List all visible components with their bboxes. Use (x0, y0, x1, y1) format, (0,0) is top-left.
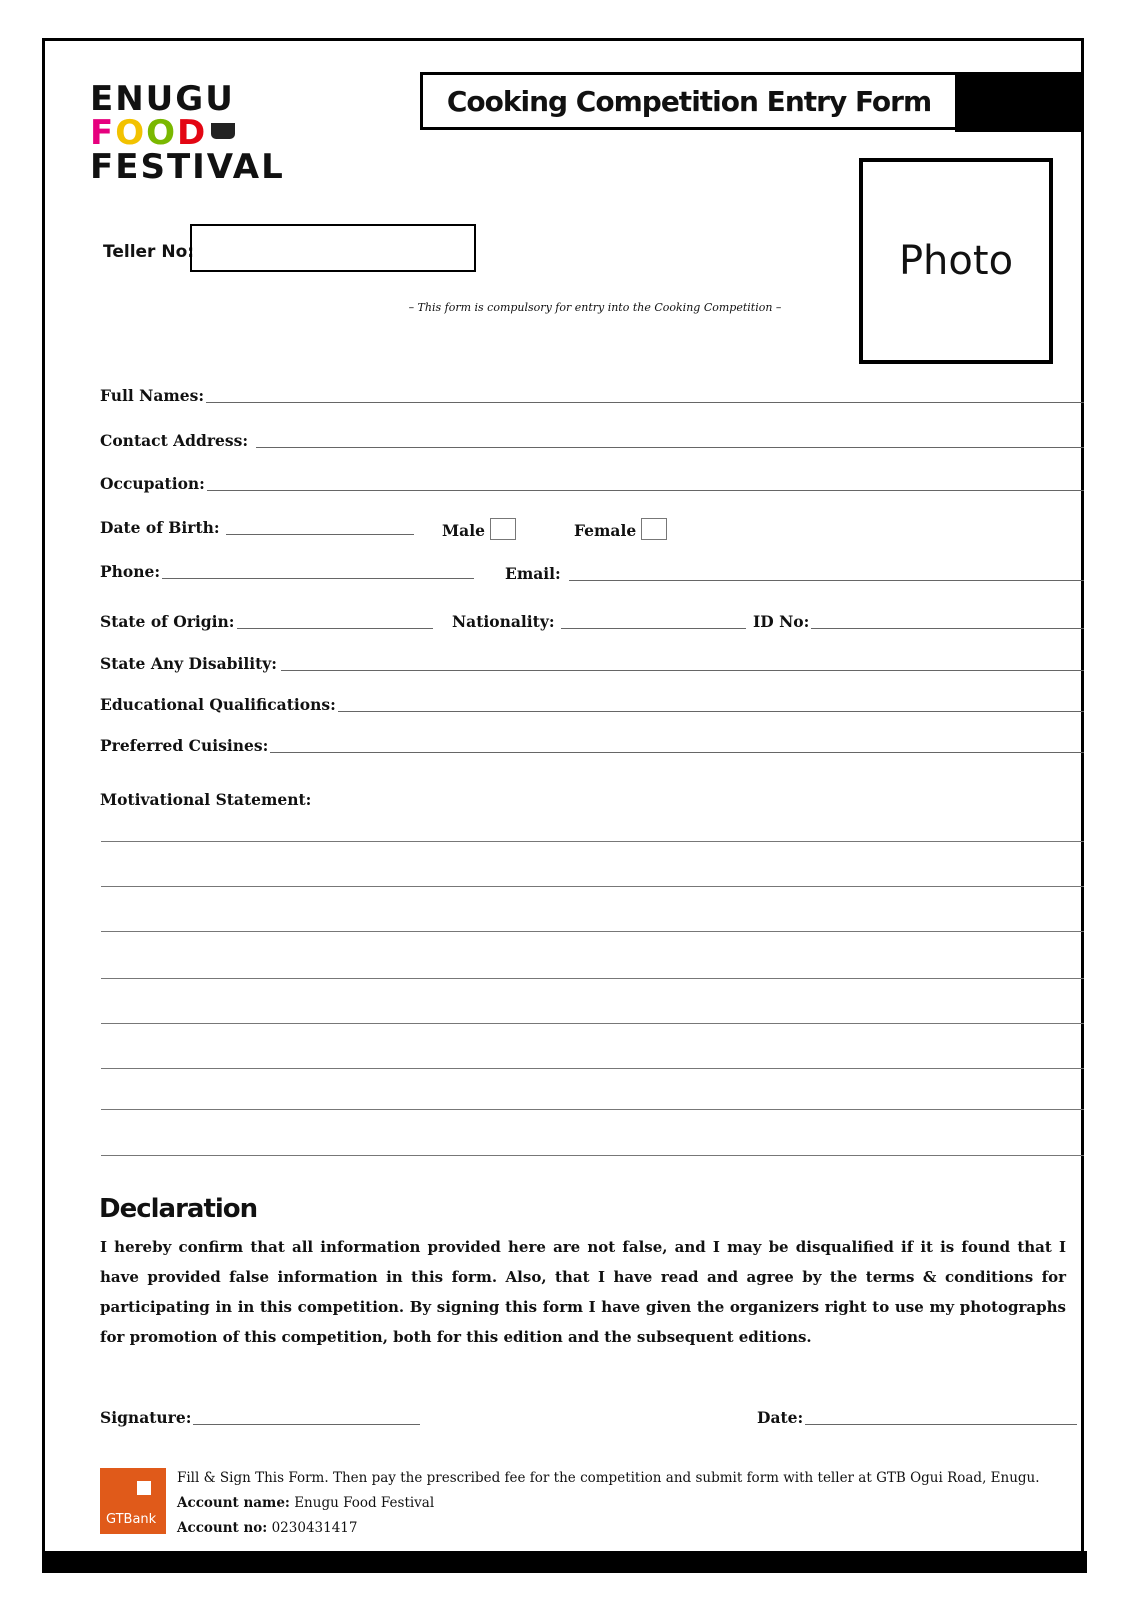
disability-line[interactable] (281, 669, 1084, 671)
dob-label: Date of Birth: (100, 518, 220, 537)
form-title: Cooking Competition Entry Form (420, 72, 958, 130)
photo-box[interactable]: Photo (859, 158, 1053, 364)
phone-field[interactable] (100, 562, 474, 581)
full-names-label: Full Names: (100, 386, 205, 405)
motivation-line[interactable] (101, 886, 1084, 887)
gtbank-square-icon (137, 1481, 151, 1495)
full-names-field[interactable] (100, 386, 1084, 405)
signature-line[interactable] (193, 1423, 420, 1425)
logo-letter: F (90, 113, 116, 153)
education-line[interactable] (338, 710, 1084, 712)
occupation-field[interactable] (100, 474, 1084, 493)
state-of-origin-field[interactable] (100, 612, 433, 631)
state-of-origin-label: State of Origin: (100, 612, 235, 631)
motivation-field (100, 790, 311, 809)
motivation-line[interactable] (101, 841, 1084, 842)
motivation-line[interactable] (101, 978, 1084, 979)
motivation-line[interactable] (101, 1155, 1084, 1156)
date-field[interactable] (757, 1408, 1077, 1427)
logo-letter: O (146, 113, 178, 153)
cooking-pot-icon (211, 123, 235, 139)
account-no-label: Account no: (177, 1520, 268, 1536)
motivation-line[interactable] (101, 1068, 1084, 1069)
title-accent-bar (955, 72, 1084, 132)
nationality-field[interactable] (452, 612, 746, 631)
dob-field[interactable] (100, 518, 414, 537)
education-field[interactable] (100, 695, 1084, 714)
email-field[interactable] (505, 564, 1084, 583)
account-name-value: Enugu Food Festival (294, 1495, 435, 1511)
logo-letter: D (177, 113, 208, 153)
phone-line[interactable] (162, 577, 474, 579)
email-line[interactable] (569, 579, 1084, 581)
motivation-line[interactable] (101, 1109, 1084, 1110)
teller-label: Teller No: (103, 242, 195, 262)
logo-letter: O (115, 113, 147, 153)
id-no-label: ID No: (753, 612, 810, 631)
date-label: Date: (757, 1408, 804, 1427)
contact-address-line[interactable] (256, 446, 1084, 448)
account-name-label: Account name: (177, 1495, 290, 1511)
occupation-line[interactable] (207, 489, 1084, 491)
payment-instruction-text: Fill & Sign This Form. Then pay the prescribed fee for the competition and submit form with teller at GTB Ogui Road, Enugu. (177, 1470, 1040, 1486)
nationality-label: Nationality: (452, 612, 555, 631)
logo-line-2 (90, 113, 285, 153)
disability-field[interactable] (100, 654, 1084, 673)
declaration-text: I hereby confirm that all information provided here are not false, and I may be disqualified if it is found that I have provided false information in this form. Also, that I have read and agree by the terms & conditions for participating in in this competition. By signing this form I have given the organizers right to use my photographs for promotion of this competition, both for this edition and the subsequent editions. (100, 1238, 1066, 1346)
logo-line-1: ENUGU (90, 79, 235, 119)
state-of-origin-line[interactable] (237, 627, 434, 629)
contact-address-field[interactable] (100, 431, 1084, 450)
dob-line[interactable] (226, 533, 414, 535)
phone-label: Phone: (100, 562, 161, 581)
signature-label: Signature: (100, 1408, 192, 1427)
education-label: Educational Qualifications: (100, 695, 336, 714)
male-checkbox[interactable] (490, 518, 516, 540)
male-option[interactable] (442, 518, 516, 540)
gtbank-logo-text: GTBank (106, 1512, 157, 1527)
id-no-field[interactable] (753, 612, 1084, 631)
male-label: Male (442, 521, 485, 540)
motivation-line[interactable] (101, 1023, 1084, 1024)
account-no-row (177, 1516, 1040, 1541)
form-notice: – This form is compulsory for entry into the Cooking Competition – (408, 301, 782, 314)
female-checkbox[interactable] (641, 518, 667, 540)
logo-line-3: FESTIVAL (90, 147, 285, 187)
female-label: Female (574, 521, 637, 540)
signature-field[interactable] (100, 1408, 420, 1427)
bottom-bar (42, 1551, 1087, 1573)
occupation-label: Occupation: (100, 474, 205, 493)
declaration-title: Declaration (99, 1194, 258, 1224)
teller-no-input[interactable] (190, 224, 476, 272)
id-no-line[interactable] (811, 627, 1084, 629)
account-no-value: 0230431417 (271, 1520, 358, 1536)
payment-instructions (177, 1466, 1040, 1541)
contact-address-label: Contact Address: (100, 431, 249, 450)
cuisines-line[interactable] (270, 751, 1084, 753)
email-label: Email: (505, 564, 561, 583)
festival-logo (90, 79, 285, 187)
date-line[interactable] (805, 1423, 1077, 1425)
gtbank-logo (100, 1468, 166, 1534)
cuisines-field[interactable] (100, 736, 1084, 755)
account-name-row (177, 1491, 1040, 1516)
female-option[interactable] (574, 518, 667, 540)
motivation-line[interactable] (101, 931, 1084, 932)
disability-label: State Any Disability: (100, 654, 278, 673)
nationality-line[interactable] (561, 627, 746, 629)
full-names-line[interactable] (206, 401, 1084, 403)
cuisines-label: Preferred Cuisines: (100, 736, 269, 755)
motivation-label: Motivational Statement: (100, 790, 312, 809)
